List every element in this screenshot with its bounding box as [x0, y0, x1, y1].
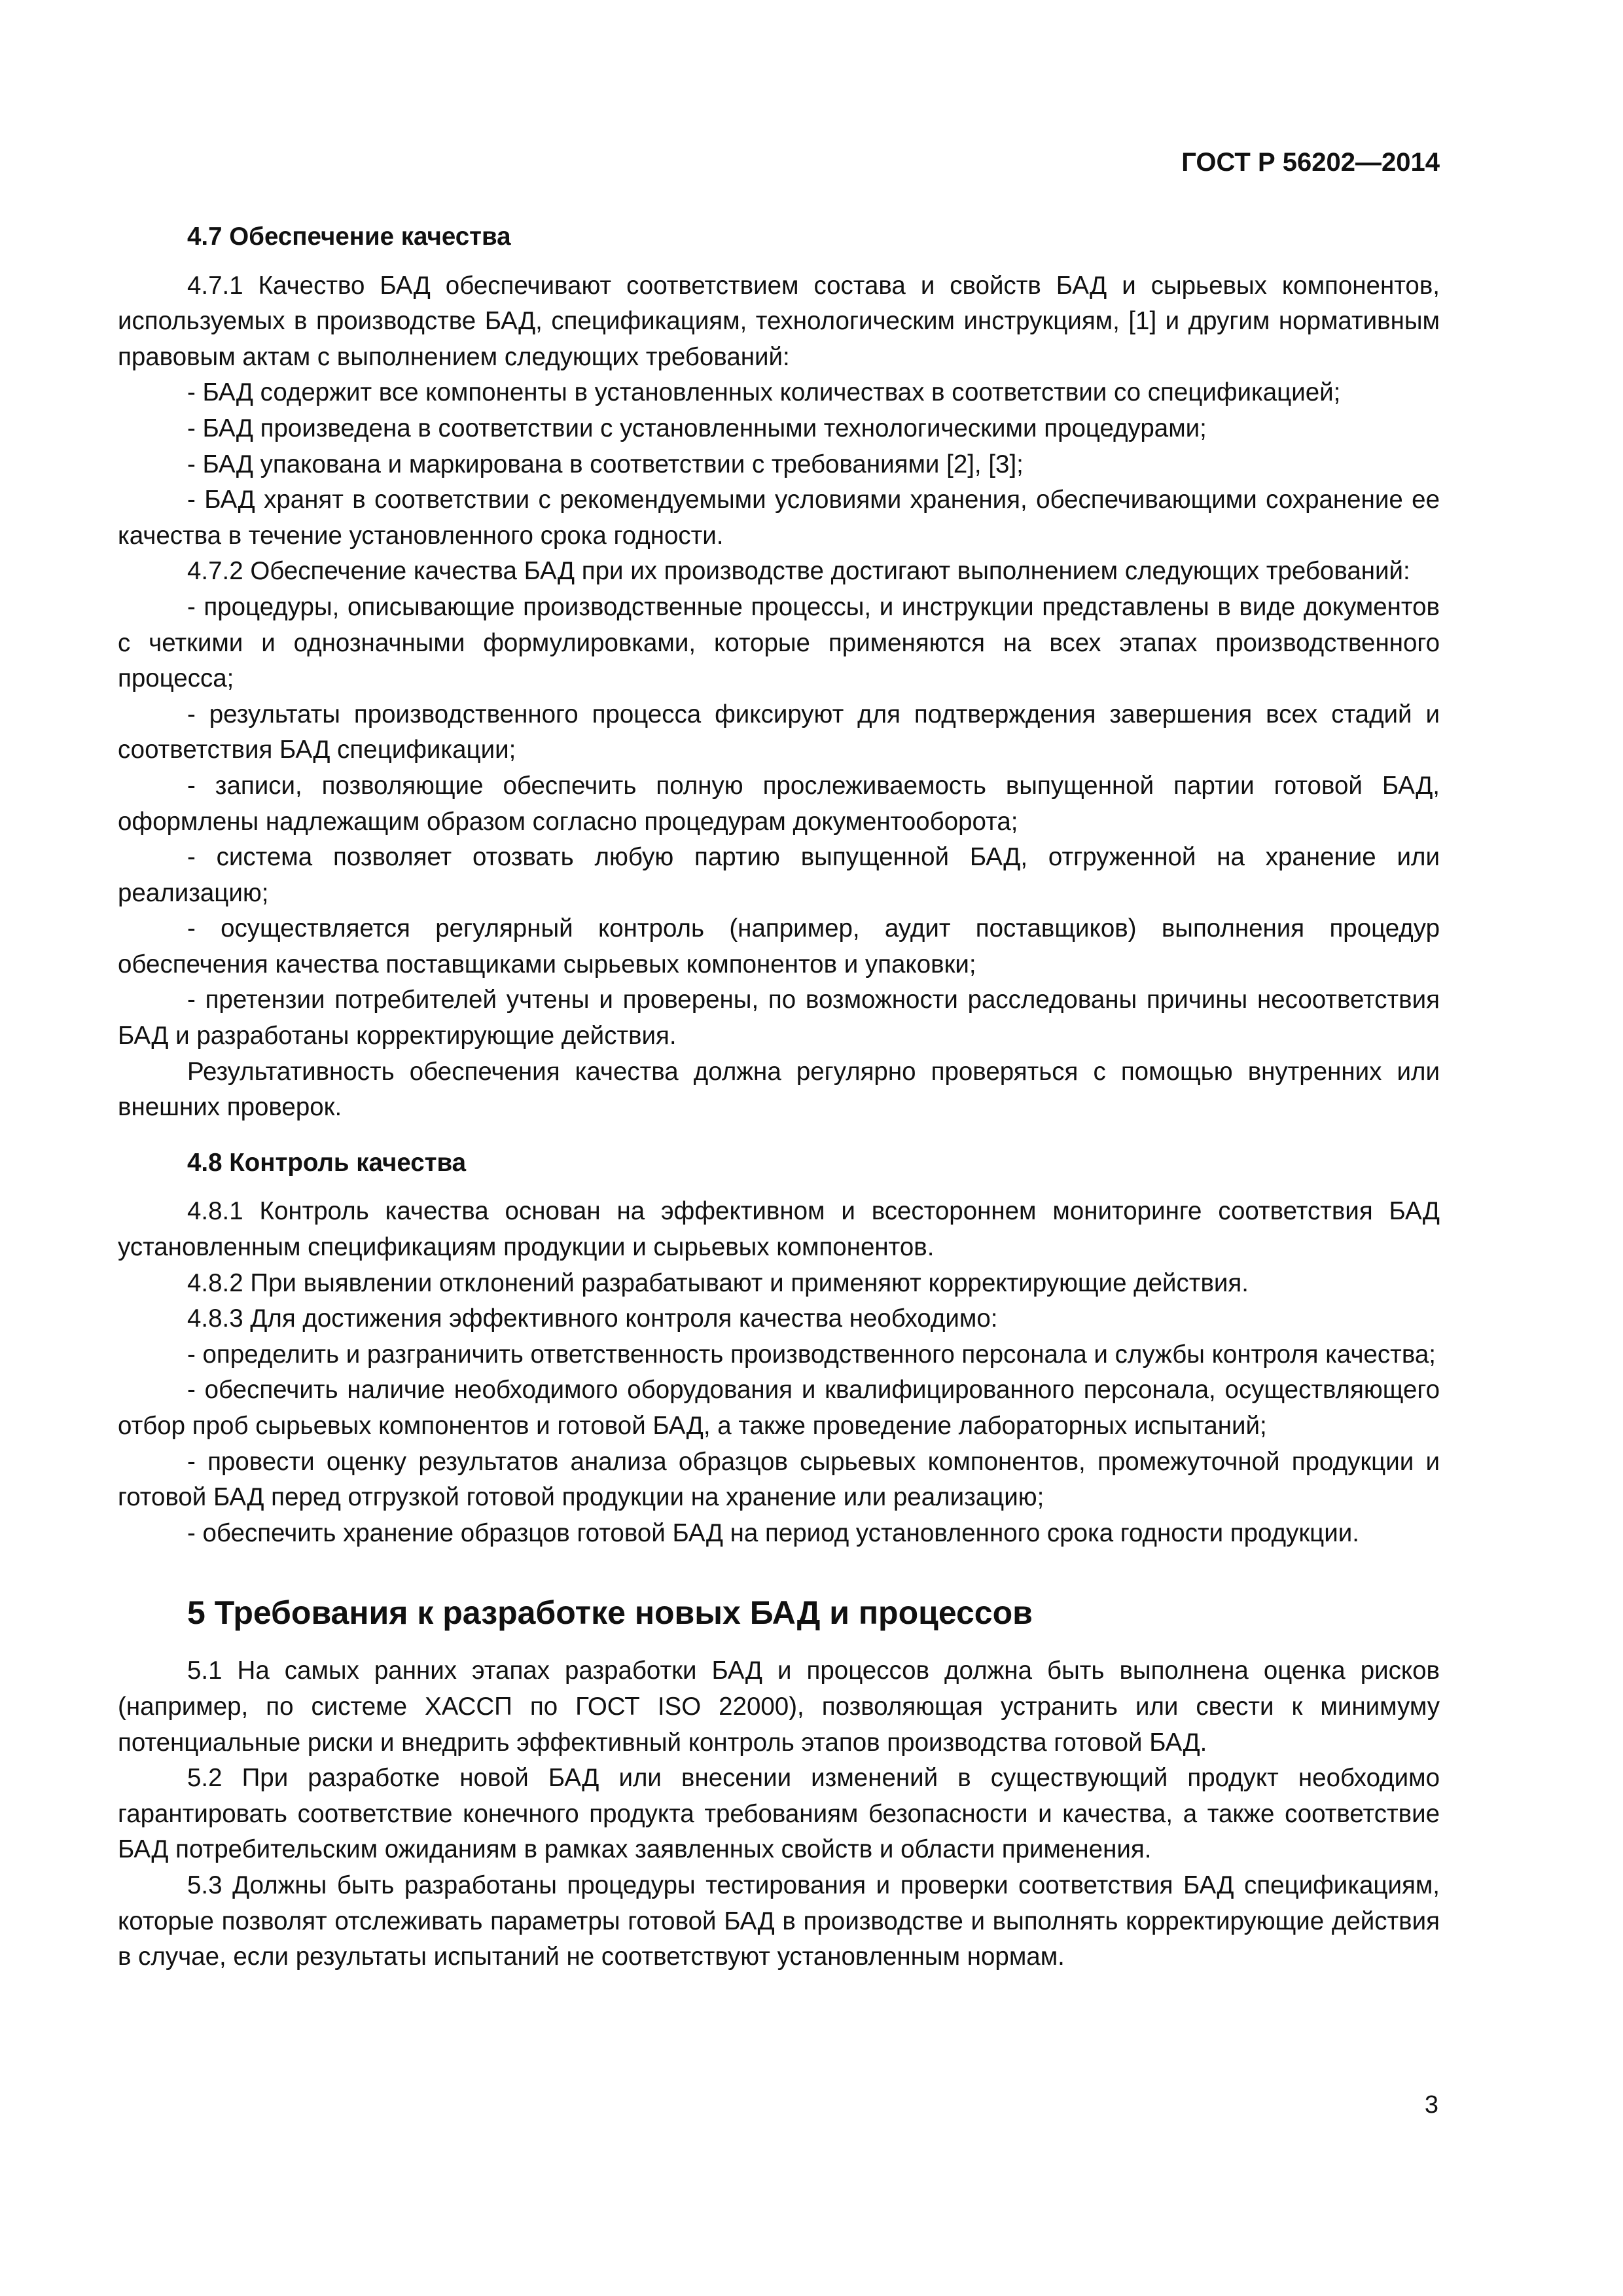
list-item: - БАД произведена в соответствии с установленными технологическими процедурами; [187, 414, 1207, 442]
paragraph: 5.2 При разработке новой БАД или внесении изменений в существующий продукт необходимо гарантировать соответствие конечного продукта требованиям безопасности и качества, а также соответствие БАД потребительским ожиданиям в рамках заявленных свойств и области применения. [118, 1764, 1440, 1864]
list-item: - система позволяет отозвать любую партию выпущенной БАД, отгруженной на хранение или реализацию; [118, 843, 1440, 907]
list-item: - БАД хранят в соответствии с рекомендуемыми условиями хранения, обеспечивающими сохранение ее качества в течение установленного срока годности. [118, 486, 1440, 550]
paragraph: 5.1 На самых ранних этапах разработки БАД и процессов должна быть выполнена оценка рисков (например, по системе ХАССП по ГОСТ ISO 22000), позволяющая устранить или свести к минимуму потенциальные риски и внедрить эффективный контроль этапов производства готовой БАД. [118, 1657, 1440, 1757]
list-item: - БАД содержит все компоненты в установленных количествах в соответствии со спецификацией; [187, 378, 1341, 407]
page-number: 3 [1424, 2091, 1438, 2119]
list-item: - осуществляется регулярный контроль (например, аудит поставщиков) выполнения процедур обеспечения качества поставщиками сырьевых компонентов и упаковки; [118, 914, 1440, 978]
list-item: - обеспечить наличие необходимого оборудования и квалифицированного персонала, осуществляющего отбор проб сырьевых компонентов и готовой БАД, а также проведение лабораторных испытаний; [118, 1376, 1440, 1440]
paragraph: 5.3 Должны быть разработаны процедуры тестирования и проверки соответствия БАД спецификациям, которые позволят отслеживать параметры готовой БАД в производстве и выполнять корректирующие действия в случае, если результаты испытаний не соответствуют установленным нормам. [118, 1871, 1440, 1971]
section-4-8-title: 4.8 Контроль качества [187, 1148, 467, 1177]
paragraph: 4.8.1 Контроль качества основан на эффективном и всестороннем мониторинге соответствия БАД установленным спецификациям продукции и сырьевых компонентов. [118, 1197, 1440, 1262]
list-item: - БАД упакована и маркирована в соответствии с требованиями [2], [3]; [187, 450, 1024, 478]
list-item: - записи, позволяющие обеспечить полную прослеживаемость выпущенной партии готовой БАД, оформлены надлежащим образом согласно процедурам документооборота; [118, 771, 1440, 836]
paragraph: Результативность обеспечения качества должна регулярно проверяться с помощью внутренних или внешних проверок. [118, 1057, 1440, 1122]
paragraph: 4.8.2 При выявлении отклонений разрабатывают и применяют корректирующие действия. [187, 1268, 1249, 1297]
list-item: - результаты производственного процесса фиксируют для подтверждения завершения всех стадий и соответствия БАД спецификации; [118, 700, 1440, 764]
list-item: - провести оценку результатов анализа образцов сырьевых компонентов, промежуточной продукции и готовой БАД перед отгрузкой готовой продукции на хранение или реализацию; [118, 1447, 1440, 1512]
section-4-7-title: 4.7 Обеспечение качества [187, 223, 511, 251]
list-item: - обеспечить хранение образцов готовой БАД на период установленного срока годности продукции. [187, 1518, 1359, 1547]
document-code-header: ГОСТ Р 56202—2014 [1181, 148, 1440, 177]
paragraph: 4.7.1 Качество БАД обеспечивают соответствием состава и свойств БАД и сырьевых компонентов, используемых в производстве БАД, спецификациям, технологическим инструкциям, [1] и другим нормативным правовым актам с выполнением следующих требований: [118, 271, 1440, 371]
list-item: - определить и разграничить ответственность производственного персонала и службы контроля качества; [187, 1340, 1436, 1369]
section-5-title: 5 Требования к разработке новых БАД и процессов [187, 1594, 1033, 1632]
list-item: - процедуры, описывающие производственные процессы, и инструкции представлены в виде документов с четкими и однозначными формулировками, которые применяются на всех этапах производственного процесса; [118, 592, 1440, 693]
paragraph: 4.8.3 Для достижения эффективного контроля качества необходимо: [187, 1304, 998, 1333]
list-item: - претензии потребителей учтены и проверены, по возможности расследованы причины несоответствия БАД и разработаны корректирующие действия. [118, 986, 1440, 1050]
paragraph: 4.7.2 Обеспечение качества БАД при их производстве достигают выполнением следующих требований: [187, 557, 1410, 586]
page-content [118, 219, 1440, 1975]
